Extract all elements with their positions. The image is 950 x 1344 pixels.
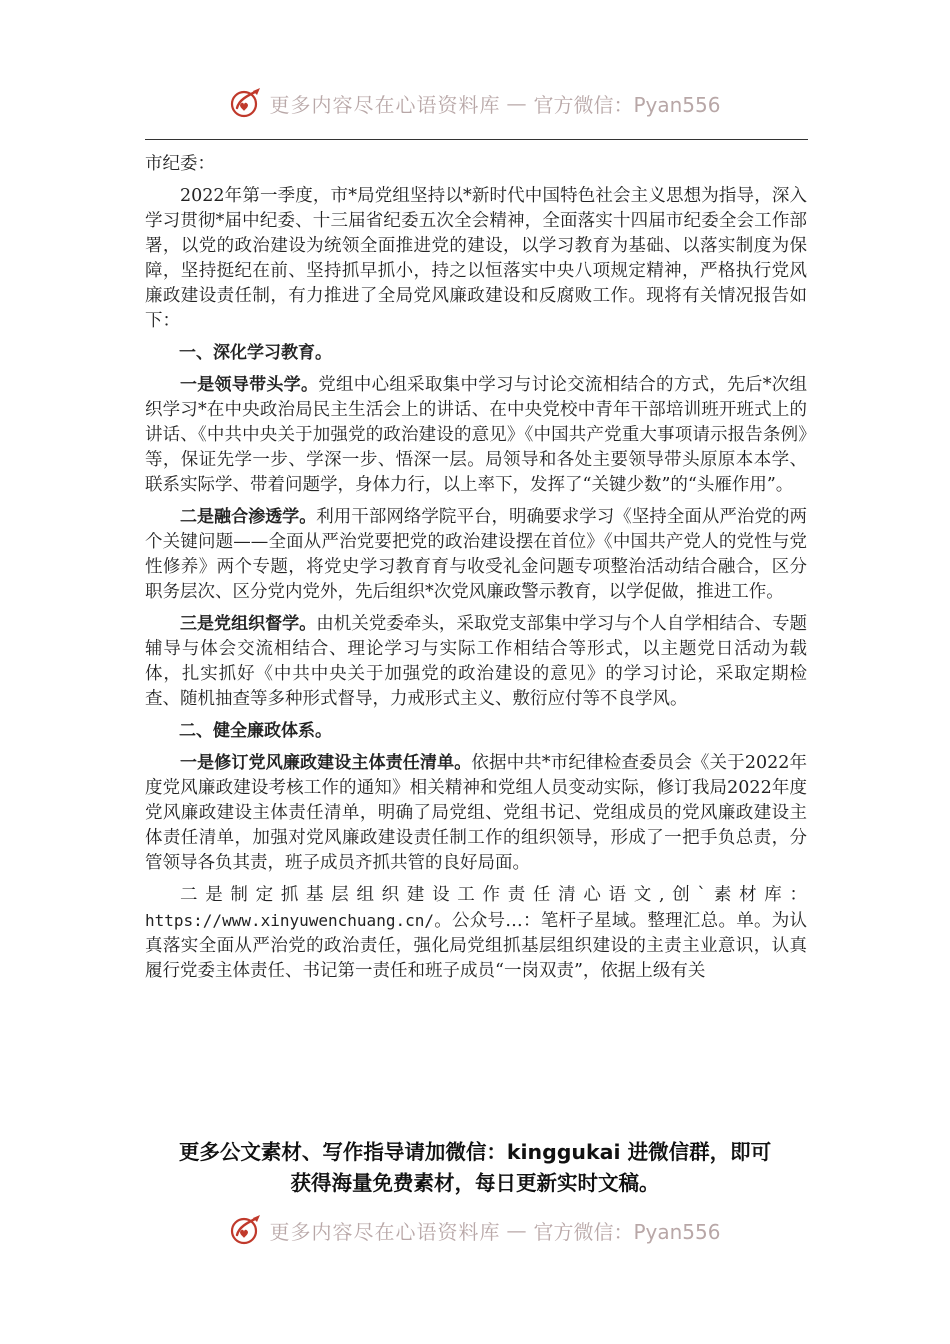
paragraph-3-lead: 三是党组织督学。: [180, 614, 317, 634]
paragraph-2-text: 利用干部网络学院平台，明确要求学习《坚持全面从严治党的两个关键问题——全面从严治党要把党的政治建设摆在首位》《中国共产党人的党性与党性修养》两个专题，将党史学习教育育与收受礼金问题专项整治活动结合融合，区分职务层次、区分党内党外，先后组织*次党风廉政警示教育，以学促做，推进工作。: [145, 507, 808, 602]
paragraph-3-text: 由机关党委牵头，采取党支部集中学习与个人自学相结合、专题辅导与体会交流相结合、理论学习与实际工作相结合等形式，以主题党日活动为载体，扎实抓好《中共中央关于加强党的政治建设的意见》的学习讨论，采取定期检查、随机抽查等多种形式督导，力戒形式主义、敷衍应付等不良学风。: [145, 614, 808, 709]
pen-heart-logo-icon: [229, 86, 263, 120]
pen-heart-logo-icon: [229, 1213, 263, 1247]
paragraph-3: [145, 612, 807, 712]
footer-wechat: 官方微信：Pyan556: [533, 1219, 721, 1244]
paragraph-1-text: 党组中心组采取集中学习与讨论交流相结合的方式，先后*次组织学习*在中央政治局民主生活会上的讲话、在中央党校中青年干部培训班开班式上的讲话、《中共中央关于加强党的政治建设的意见》《中国共产党重大事项请示报告条例》等，保证先学一步、学深一步、悟深一层。局领导和各处主要领导带头原原本本学、联系实际学、带着问题学，身体力行，以上率下，发挥了“关键少数”的“头雁作用”。: [145, 375, 808, 495]
footer-line-2: 获得海量免费素材，每日更新实时文稿。: [290, 1171, 660, 1195]
paragraph-4-lead: 一是修订党风廉政建设主体责任清单。: [180, 753, 472, 773]
paragraph-5-url[interactable]: https://www.xinyuwenchuang.cn/: [145, 911, 434, 930]
salutation: 市纪委：: [145, 154, 215, 174]
header-watermark: [0, 86, 950, 120]
footer-watermark: [0, 1213, 950, 1247]
footer-line-1: 更多公文素材、写作指导请加微信：kinggukai 进微信群，即可: [178, 1140, 772, 1164]
header-brand: 更多内容尽在心语资料库: [269, 92, 501, 117]
document-body: [145, 152, 807, 984]
paragraph-4-text: 依据中共*市纪律检查委员会《关于2022年度党风廉政建设考核工作的通知》相关精神和党组人员变动实际，修订我局2022年度党风廉政建设主体责任清单，明确了局党组、党组书记、党组成员的党风廉政建设主体责任清单，加强对党风廉政建设责任制工作的组织领导，形成了一把手负总责，分管领导各负其责，班子成员齐抓共管的良好局面。: [145, 753, 807, 873]
paragraph-5-pre: 二是制定抓基层组织建设工作责任清心语文,创`素材库：: [180, 885, 807, 905]
section-1-title: 一、深化学习教育。: [179, 343, 332, 363]
header-wechat: 官方微信：Pyan556: [533, 92, 721, 117]
paragraph-2: [145, 505, 807, 605]
paragraph-2-lead: 二是融合渗透学。: [180, 507, 317, 527]
footer-promo: [0, 1137, 950, 1199]
footer-brand: 更多内容尽在心语资料库: [269, 1219, 501, 1244]
paragraph-5: [145, 883, 807, 984]
header-divider: [145, 139, 808, 140]
section-2-title: 二、健全廉政体系。: [179, 721, 332, 741]
intro-paragraph: 2022年第一季度，市*局党组坚持以*新时代中国特色社会主义思想为指导，深入学习贯彻*届中纪委、十三届省纪委五次全会精神，全面落实十四届市纪委全会工作部署，以党的政治建设为统领全面推进党的建设，以学习教育为基础、以落实制度为保障，坚持挺纪在前、坚持抓早抓小，持之以恒落实中央八项规定精神，严格执行党风廉政建设责任制，有力推进了全局党风廉政建设和反腐败工作。现将有关情况报告如下：: [145, 186, 807, 331]
paragraph-5-text: 。公众号…：笔杆子星域。整理汇总。单。为认真落实全面从严治党的政治责任，强化局党组抓基层组织建设的主责主业意识，认真履行党委主体责任、书记第一责任和班子成员“一岗双责”，依据上级有关: [145, 911, 807, 981]
paragraph-1: [145, 373, 807, 498]
header-dash: —: [506, 91, 528, 115]
footer-dash: —: [506, 1218, 528, 1242]
paragraph-4: [145, 751, 807, 876]
paragraph-1-lead: 一是领导带头学。: [180, 375, 319, 395]
